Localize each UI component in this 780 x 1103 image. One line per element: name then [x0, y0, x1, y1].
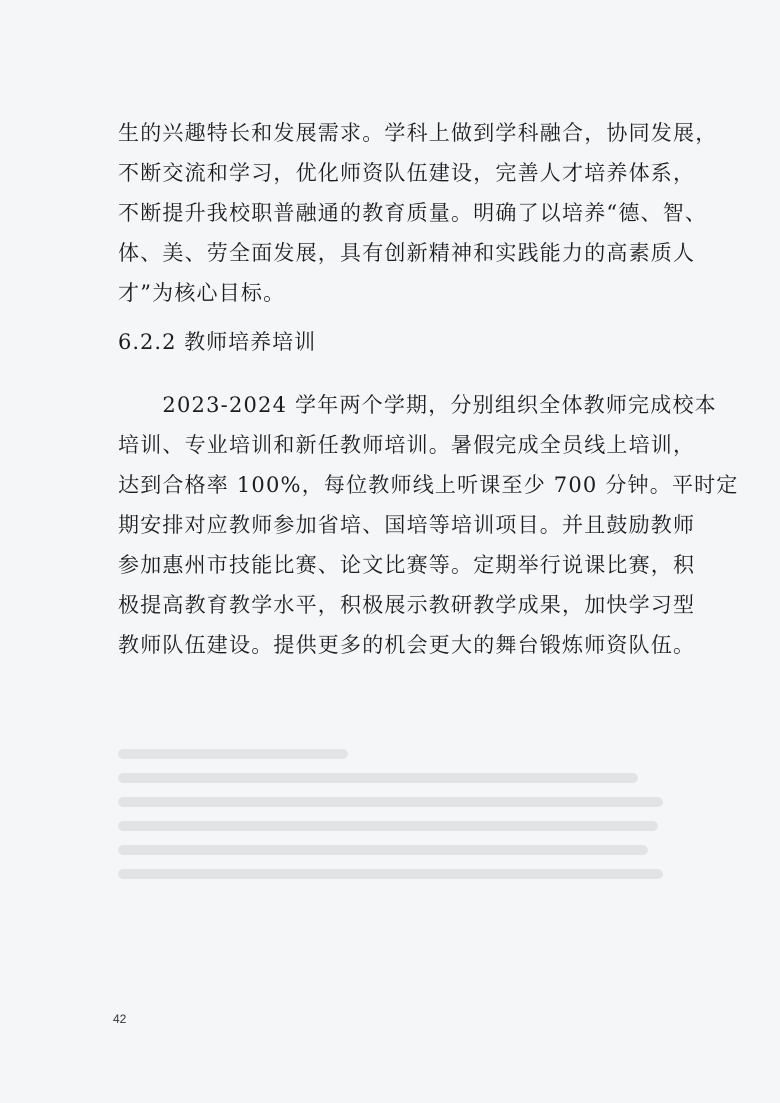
paragraph-teacher-training [118, 385, 739, 665]
paragraph-line: 才”为核心目标。 [118, 281, 286, 305]
paragraph-line: 培训、专业培训和新任教师培训。暑假完成全员线上培训， [118, 433, 696, 457]
paragraph-line: 不断提升我校职普融通的教育质量。明确了以培养“德、智、 [118, 201, 708, 225]
section-heading: 6.2.2 教师培养培训 [118, 330, 317, 354]
paragraph-line: 体、美、劳全面发展，具有创新精神和实践能力的高素质人 [118, 241, 696, 265]
paragraph-line: 2023-2024 学年两个学期，分别组织全体教师完成校本 [118, 393, 717, 417]
paragraph-line: 期安排对应教师参加省培、国培等培训项目。并且鼓励教师 [118, 513, 696, 537]
paragraph-line: 教师队伍建设。提供更多的机会更大的舞台锻炼师资队伍。 [118, 633, 696, 657]
reverse-side-bleed-through [118, 735, 678, 893]
paragraph-line: 生的兴趣特长和发展需求。学科上做到学科融合，协同发展， [118, 121, 718, 145]
paragraph-line: 达到合格率 100%，每位教师线上听课至少 700 分钟。平时定 [118, 473, 739, 497]
paragraph-line: 极提高教育教学水平，积极展示教研教学成果，加快学习型 [118, 593, 696, 617]
paragraph-line: 不断交流和学习，优化师资队伍建设，完善人才培养体系， [118, 161, 696, 185]
page-number: 42 [113, 1012, 127, 1026]
paragraph-goals [118, 113, 718, 313]
paragraph-line: 参加惠州市技能比赛、论文比赛等。定期举行说课比赛，积 [118, 553, 696, 577]
